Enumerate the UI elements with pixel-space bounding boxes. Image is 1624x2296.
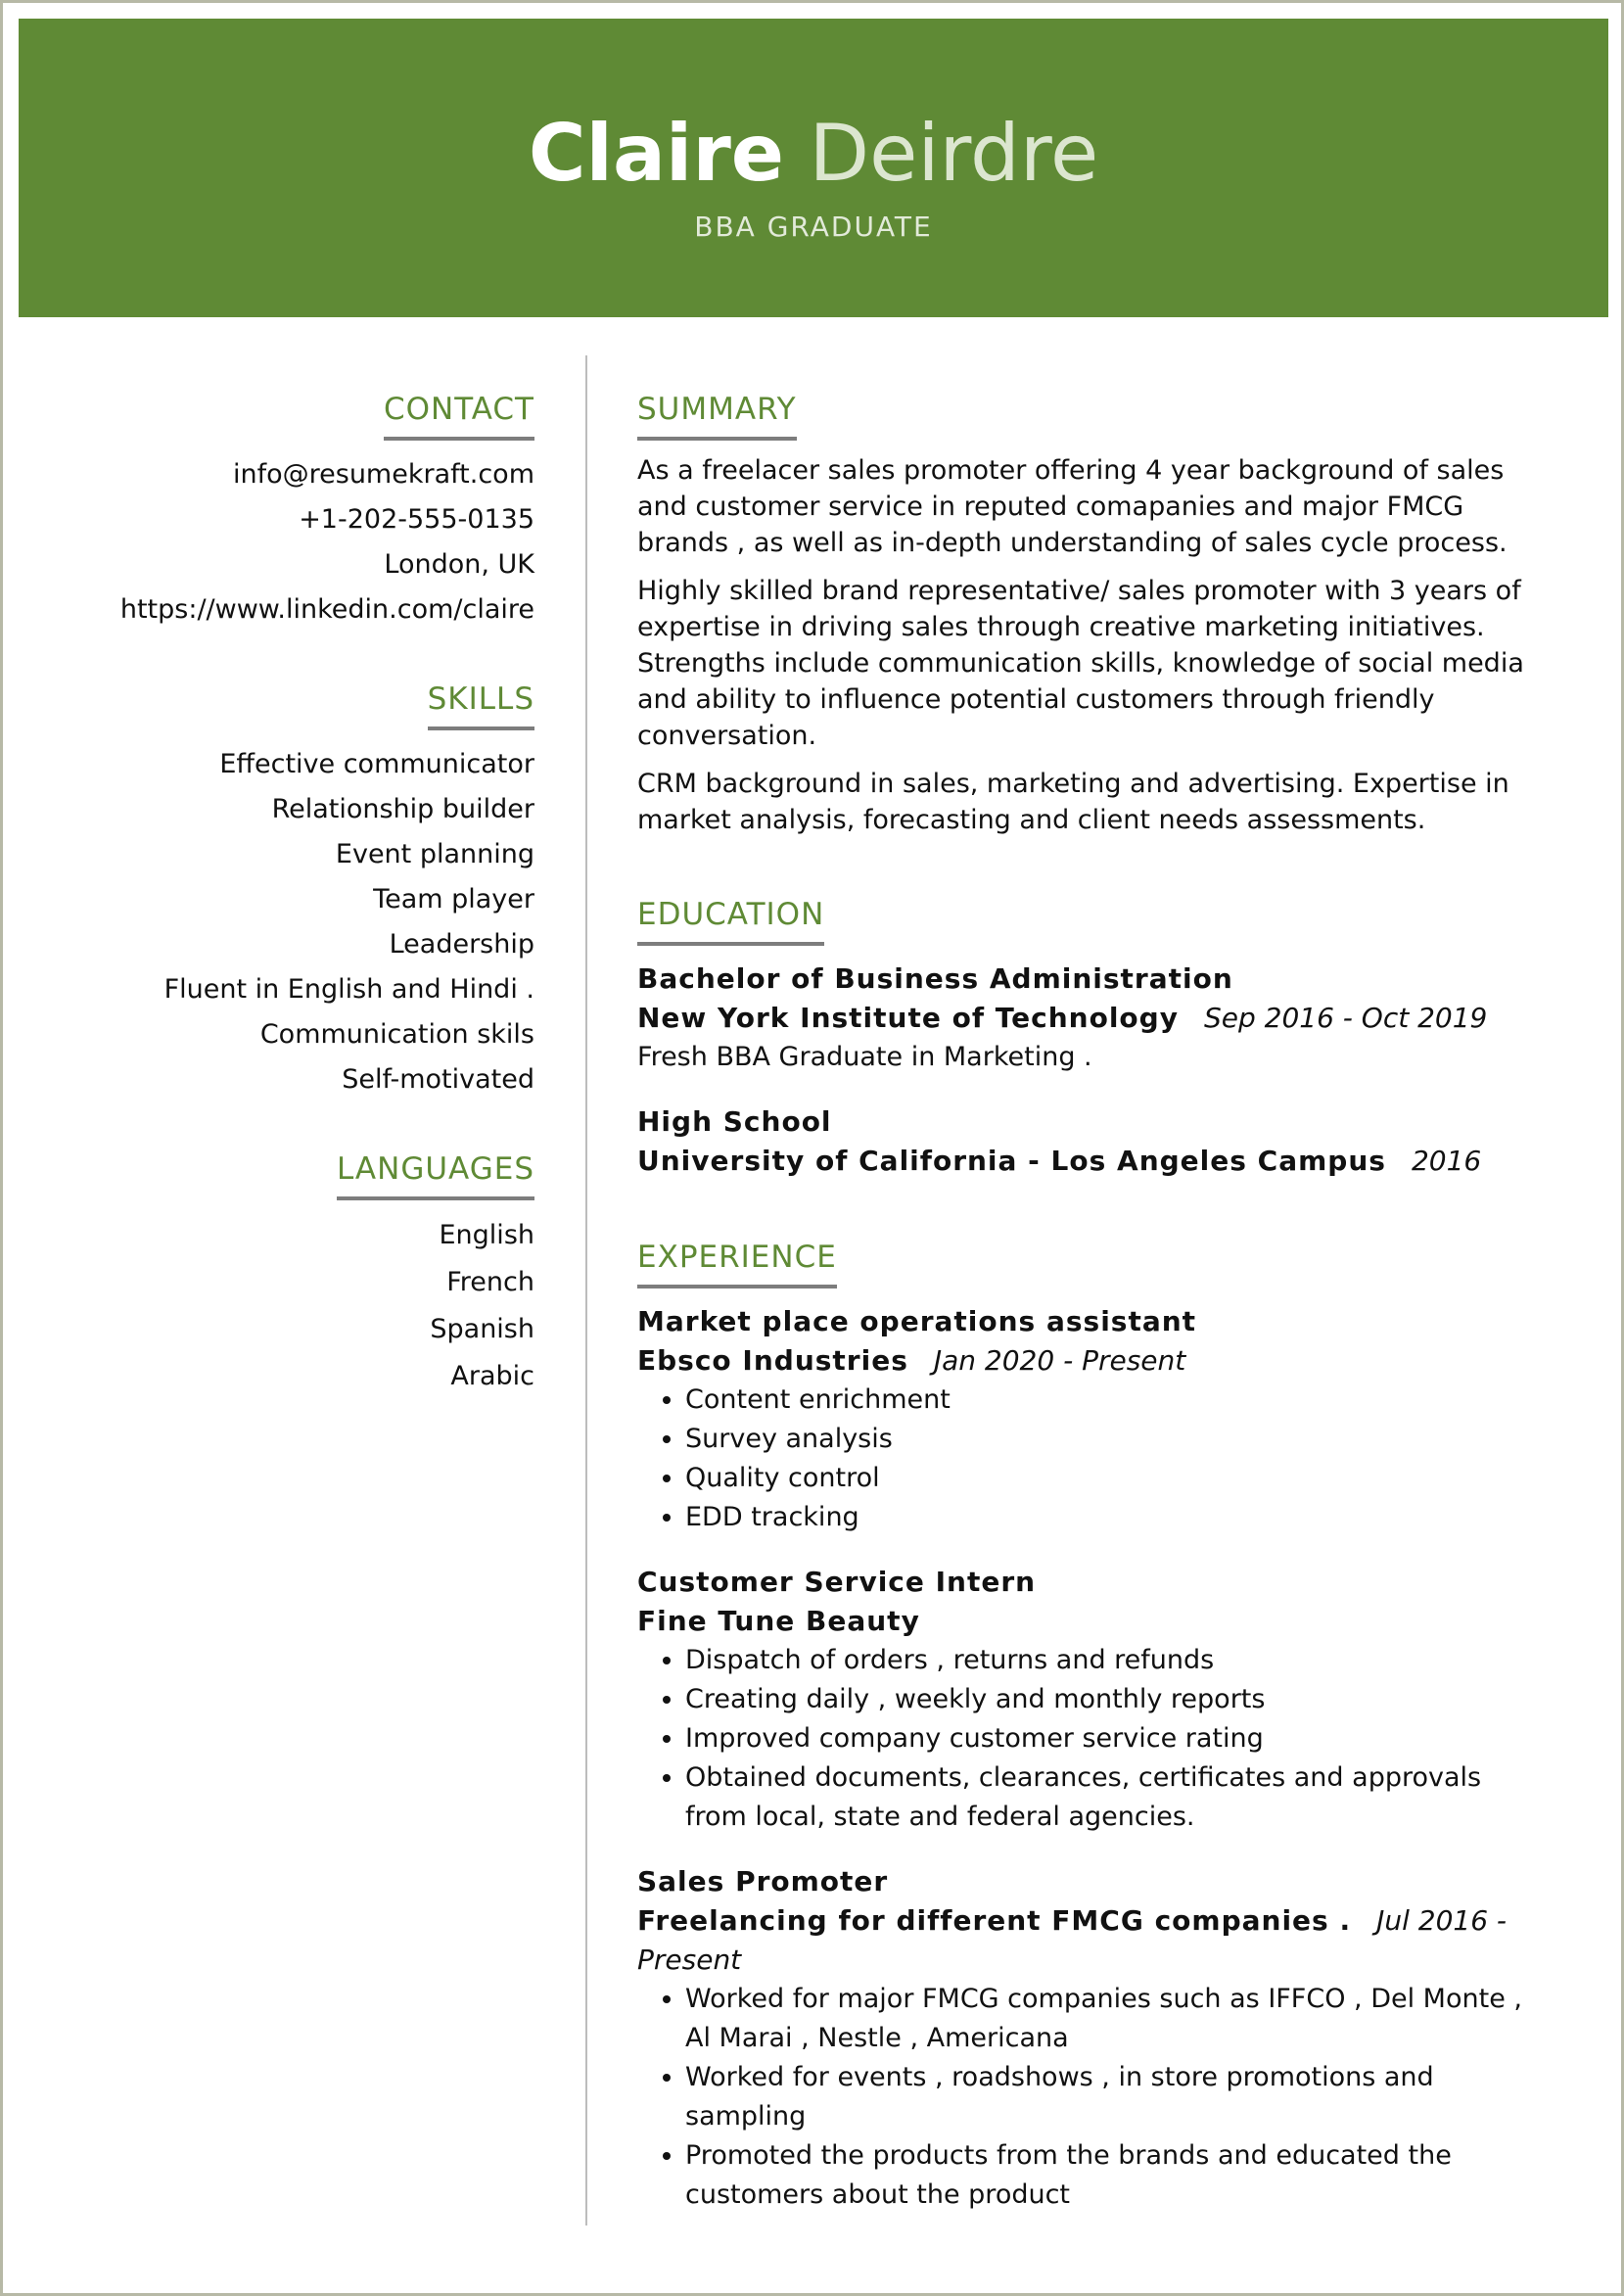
skill-item: Effective communicator bbox=[219, 749, 534, 779]
bullet-item: • EDD tracking bbox=[685, 1498, 1533, 1537]
first-name: Claire bbox=[528, 108, 785, 199]
language-item: English bbox=[439, 1220, 534, 1250]
skill-item: Fluent in English and Hindi . bbox=[163, 974, 534, 1005]
job-entry bbox=[637, 1862, 1533, 2215]
experience-heading: EXPERIENCE bbox=[637, 1238, 837, 1289]
job-bullets bbox=[637, 1381, 1533, 1537]
summary-paragraph: CRM background in sales, marketing and advertising. Expertise in market analysis, forecasting and client needs assessments. bbox=[637, 769, 1509, 835]
education-section bbox=[637, 895, 1533, 1181]
company-name: Freelancing for different FMCG companies . bbox=[637, 1904, 1352, 1937]
job-entry bbox=[637, 1302, 1533, 1537]
education-date: 2016 bbox=[1411, 1145, 1482, 1177]
bullet-item: • Dispatch of orders , returns and refunds bbox=[685, 1641, 1533, 1680]
school-name: New York Institute of Technology bbox=[637, 1002, 1179, 1034]
last-name: Deirdre bbox=[809, 108, 1099, 199]
job-entry bbox=[637, 1563, 1533, 1837]
summary-heading: SUMMARY bbox=[637, 390, 797, 441]
skill-item: Team player bbox=[373, 884, 534, 914]
column-divider bbox=[585, 355, 587, 2226]
school-line bbox=[637, 1142, 1533, 1181]
degree: Bachelor of Business Administration bbox=[637, 962, 1233, 995]
company-name: Fine Tune Beauty bbox=[637, 1605, 920, 1637]
company-line bbox=[637, 1602, 1533, 1641]
education-entry bbox=[637, 1102, 1533, 1181]
contact-heading: CONTACT bbox=[384, 390, 534, 441]
languages-list bbox=[62, 1212, 534, 1400]
language-item: Spanish bbox=[430, 1314, 534, 1344]
job-title: Sales Promoter bbox=[637, 1865, 889, 1898]
summary-paragraph: As a freelacer sales promoter offering 4 year background of sales and customer service in reputed comapanies and major FMCG brands , as well as in-depth understanding of sales cycle process. bbox=[637, 455, 1508, 558]
contact-linkedin: https://www.linkedin.com/claire bbox=[119, 594, 534, 625]
education-note: Fresh BBA Graduate in Marketing . bbox=[637, 1042, 1092, 1072]
language-item: Arabic bbox=[450, 1361, 534, 1391]
job-title: Customer Service Intern bbox=[637, 1566, 1037, 1598]
left-column bbox=[62, 390, 534, 1447]
job-bullets bbox=[637, 1641, 1533, 1837]
contact-email: info@resumekraft.com bbox=[233, 459, 534, 490]
summary-paragraph: Highly skilled brand representative/ sales promoter with 3 years of expertise in driving sales through creative marketing initiatives. Strengths include communication skills, knowledge of social media and ability to influence potential customers through friendly conversation. bbox=[637, 576, 1524, 751]
bullet-item: • Creating daily , weekly and monthly reports bbox=[685, 1680, 1533, 1719]
skill-item: Self-motivated bbox=[342, 1064, 534, 1095]
experience-section bbox=[637, 1238, 1533, 2215]
bullet-item: • Survey analysis bbox=[685, 1420, 1533, 1459]
skills-list bbox=[62, 742, 534, 1102]
bullet-item: • Content enrichment bbox=[685, 1381, 1533, 1420]
contact-list bbox=[62, 452, 534, 633]
contact-location: London, UK bbox=[384, 549, 534, 580]
school-line bbox=[637, 999, 1533, 1038]
skill-item: Leadership bbox=[389, 929, 534, 960]
skill-item: Relationship builder bbox=[271, 794, 534, 824]
bullet-item: • Worked for events , roadshows , in store promotions and sampling bbox=[685, 2058, 1533, 2136]
company-line bbox=[637, 1901, 1533, 1980]
summary-section bbox=[637, 390, 1533, 838]
contact-phone: +1-202-555-0135 bbox=[299, 504, 534, 535]
degree: High School bbox=[637, 1105, 832, 1138]
company-name: Ebsco Industries bbox=[637, 1344, 908, 1377]
job-bullets bbox=[637, 1980, 1533, 2215]
job-date: Jul 2016 - Present bbox=[637, 1904, 1508, 1976]
bullet-item: • Obtained documents, clearances, certificates and approvals from local, state and federal agencies. bbox=[685, 1758, 1533, 1837]
bullet-item: • Improved company customer service rating bbox=[685, 1719, 1533, 1758]
right-column bbox=[637, 390, 1533, 2272]
company-line bbox=[637, 1341, 1533, 1381]
job-date: Jan 2020 - Present bbox=[933, 1344, 1186, 1377]
job-title: BBA GRADUATE bbox=[694, 211, 933, 243]
school-name: University of California - Los Angeles Campus bbox=[637, 1145, 1386, 1177]
education-entry bbox=[637, 960, 1533, 1077]
languages-heading: LANGUAGES bbox=[337, 1149, 534, 1200]
skill-item: Event planning bbox=[335, 839, 534, 869]
languages-section bbox=[62, 1149, 534, 1400]
skill-item: Communication skils bbox=[259, 1019, 534, 1050]
language-item: French bbox=[446, 1267, 534, 1297]
skills-section bbox=[62, 679, 534, 1102]
bullet-item: • Worked for major FMCG companies such as IFFCO , Del Monte , Al Marai , Nestle , Americana bbox=[685, 1980, 1533, 2058]
skills-heading: SKILLS bbox=[428, 679, 534, 730]
candidate-name bbox=[19, 105, 1608, 203]
contact-section bbox=[62, 390, 534, 633]
education-heading: EDUCATION bbox=[637, 895, 824, 946]
job-title: Market place operations assistant bbox=[637, 1305, 1197, 1337]
bullet-item: • Quality control bbox=[685, 1459, 1533, 1498]
header-banner bbox=[19, 19, 1608, 317]
bullet-item: • Promoted the products from the brands and educated the customers about the product bbox=[685, 2136, 1533, 2215]
education-date: Sep 2016 - Oct 2019 bbox=[1203, 1002, 1488, 1034]
